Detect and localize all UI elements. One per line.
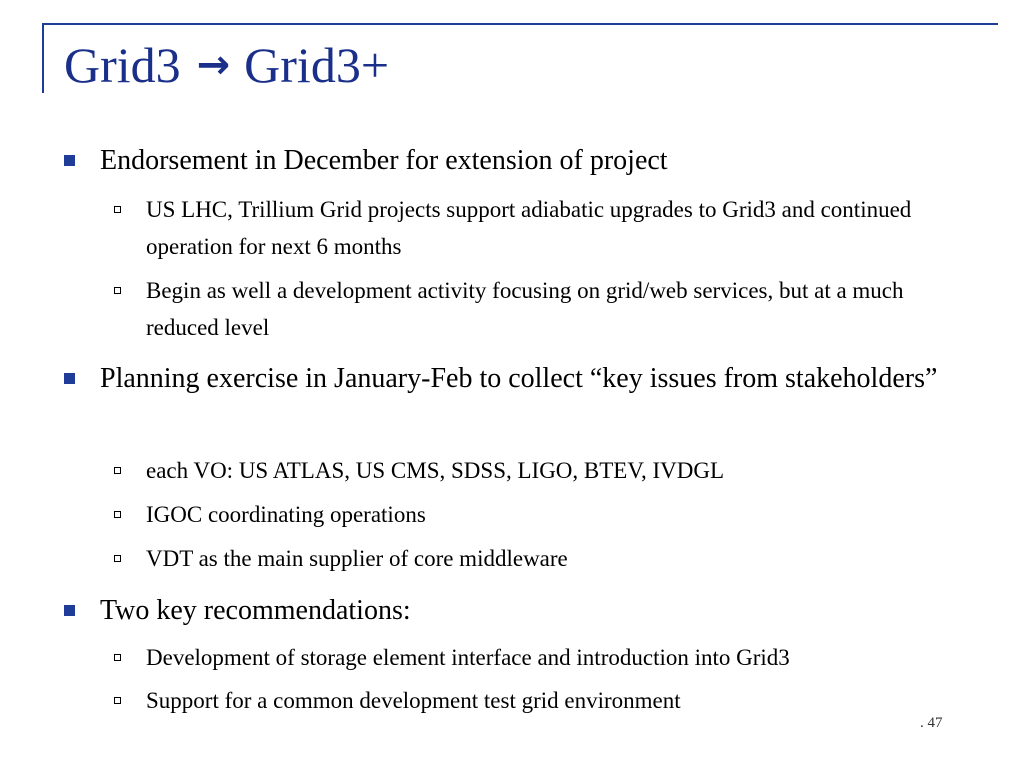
bullet-text: Endorsement in December for extension of project (100, 145, 668, 176)
hollow-square-bullet-icon (114, 697, 121, 704)
slide-title (64, 38, 389, 93)
square-bullet-icon (64, 373, 75, 384)
sub-bullet-item (146, 496, 976, 533)
sub-bullet-text: US LHC, Trillium Grid projects support adiabatic upgrades to Grid3 and continued operation for next 6 months (146, 197, 912, 259)
sub-bullet-item (146, 682, 976, 719)
hollow-square-bullet-icon (114, 467, 121, 474)
square-bullet-icon (64, 155, 75, 166)
sub-bullet-item (146, 191, 976, 265)
page-number: . 47 (920, 715, 943, 731)
bullet-item (100, 139, 980, 182)
right-arrow-icon: → (196, 42, 231, 88)
hollow-square-bullet-icon (114, 206, 121, 213)
hollow-square-bullet-icon (114, 654, 121, 661)
sub-bullet-text: VDT as the main supplier of core middleware (146, 546, 568, 571)
sub-bullet-text: Begin as well a development activity focusing on grid/web services, but at a much reduced level (146, 278, 904, 340)
sub-bullet-text: Development of storage element interface and introduction into Grid3 (146, 645, 790, 670)
hollow-square-bullet-icon (114, 511, 121, 518)
sub-bullet-item (146, 272, 976, 346)
sub-bullet-item (146, 452, 976, 489)
hollow-square-bullet-icon (114, 287, 121, 294)
title-left-text: Grid3 (64, 37, 181, 93)
sub-bullet-text: each VO: US ATLAS, US CMS, SDSS, LIGO, BTEV, IVDGL (146, 458, 725, 483)
bullet-item (100, 589, 980, 632)
sub-bullet-text: IGOC coordinating operations (146, 502, 426, 527)
sub-bullet-item (146, 639, 976, 676)
bullet-item (100, 357, 980, 400)
title-frame-left-line (42, 23, 44, 93)
hollow-square-bullet-icon (114, 555, 121, 562)
bullet-text: Two key recommendations: (100, 595, 411, 626)
title-frame-top-line (42, 23, 998, 25)
square-bullet-icon (64, 605, 75, 616)
sub-bullet-item (146, 540, 976, 577)
sub-bullet-text: Support for a common development test grid environment (146, 688, 681, 713)
bullet-text: Planning exercise in January-Feb to collect “key issues from stakeholders” (100, 363, 938, 394)
title-right-text: Grid3+ (244, 37, 390, 93)
